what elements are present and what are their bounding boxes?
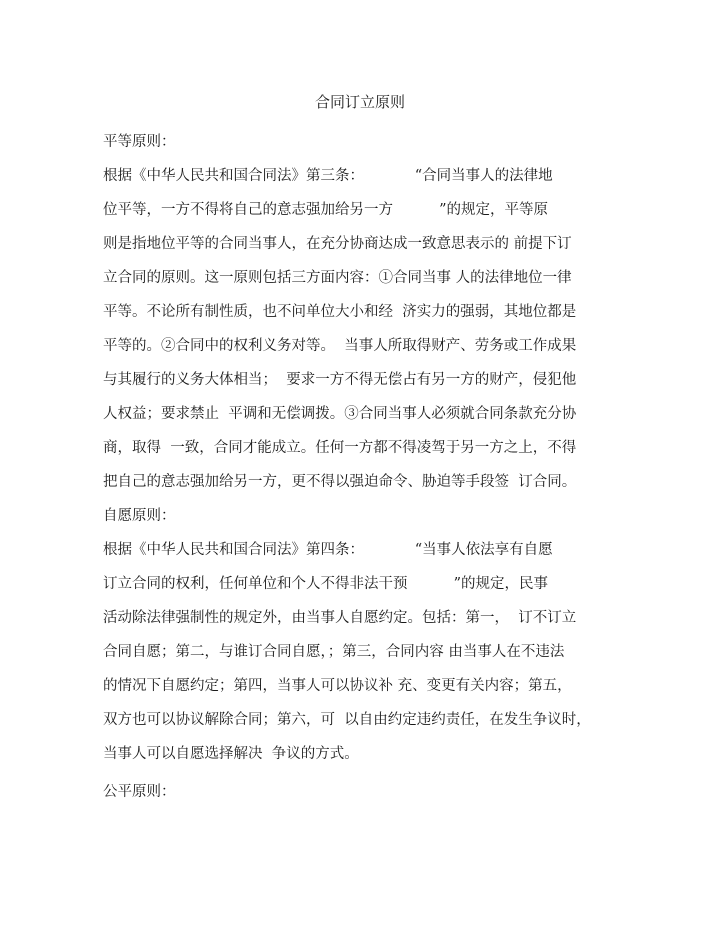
paragraph-line: 立合同的原则。这一原则包括三方面内容：①合同当事 人的法律地位一律 xyxy=(103,270,572,286)
paragraph-line: 位平等，一方不得将自己的意志强加给另一方 ”的规定，平等原 xyxy=(103,202,549,218)
paragraph-line: 合同自愿；第二，与谁订合同自愿，；第三，合同内容 由当事人在不违法 xyxy=(103,644,565,660)
document-title: 合同订立原则 xyxy=(314,93,405,111)
paragraph-line: 与其履行的义务大体相当； 要求一方不得无偿占有另一方的财产，侵犯他 xyxy=(103,372,577,388)
paragraph-line: 双方也可以协议解除合同；第六，可 以自由约定违约责任，在发生争议时， xyxy=(103,712,591,728)
section-heading: 平等原则： xyxy=(103,134,176,150)
paragraph-line: 则是指地位平等的合同当事人，在充分协商达成一致意思表示的 前提下订 xyxy=(103,236,572,252)
paragraph-line: 人权益；要求禁止 平调和无偿调拨。③合同当事人必须就合同条款充分协 xyxy=(103,406,577,422)
paragraph-line: 根据《中华人民共和国合同法》第四条： “当事人依法享有自愿 xyxy=(103,542,553,558)
paragraph-line: 商，取得 一致，合同才能成立。任何一方都不得凌驾于另一方之上，不得 xyxy=(103,440,577,456)
paragraph-line: 订立合同的权利，任何单位和个人不得非法干预 ”的规定，民事 xyxy=(103,576,549,592)
paragraph-line: 活动除法律强制性的规定外，由当事人自愿约定。包括：第一， 订不订立 xyxy=(103,610,577,626)
paragraph-line: 把自己的意志强加给另一方，更不得以强迫命令、胁迫等手段签 订合同。 xyxy=(103,474,577,490)
paragraph-line: 平等。不论所有制性质，也不问单位大小和经 济实力的强弱，其地位都是 xyxy=(103,304,577,320)
paragraph-line: 当事人可以自愿选择解决 争议的方式。 xyxy=(103,746,359,762)
section-heading: 公平原则： xyxy=(103,784,176,800)
paragraph-line: 根据《中华人民共和国合同法》第三条： “合同当事人的法律地 xyxy=(103,168,553,184)
paragraph-line: 平等的。②合同中的权利义务对等。 当事人所取得财产、劳务或工作成果 xyxy=(103,338,577,354)
section-heading: 自愿原则： xyxy=(103,508,176,524)
paragraph-line: 的情况下自愿约定；第四，当事人可以协议补 充、变更有关内容；第五， xyxy=(103,678,572,694)
